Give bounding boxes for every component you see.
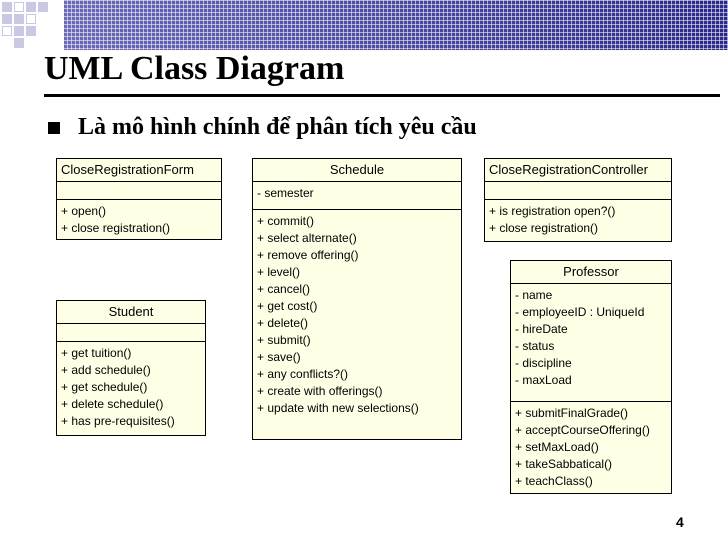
class-close-registration-form[interactable] [56, 158, 222, 240]
title-underline [44, 94, 720, 97]
operation: + commit() [257, 214, 314, 228]
attribute: - employeeID : UniqueId [515, 305, 645, 319]
operation: + has pre-requisites() [61, 414, 175, 428]
page-number: 4 [676, 514, 684, 530]
operations-compartment [57, 342, 205, 433]
class-name: Student [57, 301, 205, 324]
header-pattern-bar [64, 0, 728, 50]
class-professor[interactable] [510, 260, 672, 494]
corner-square [26, 14, 36, 24]
operation: + create with offerings() [257, 384, 383, 398]
operation: + submitFinalGrade() [515, 406, 629, 420]
corner-square [14, 38, 24, 48]
attribute: - name [515, 288, 553, 302]
bullet-square-icon [48, 122, 60, 134]
corner-square [2, 14, 12, 24]
operation: + get tuition() [61, 346, 132, 360]
corner-squares-decoration [0, 0, 64, 52]
attributes-compartment [485, 182, 671, 200]
operation: + is registration open?() [489, 204, 616, 218]
operation: + delete() [257, 316, 309, 330]
attributes-compartment [253, 182, 461, 210]
attributes-compartment [57, 182, 221, 200]
operation: + get schedule() [61, 380, 148, 394]
operation: + level() [257, 265, 301, 279]
operation: + takeSabbatical() [515, 457, 613, 471]
class-schedule[interactable] [252, 158, 462, 440]
corner-square [14, 26, 24, 36]
operations-compartment [57, 200, 221, 240]
bullet-text: Là mô hình chính để phân tích yêu cầu [78, 114, 477, 140]
corner-square [2, 26, 12, 36]
class-close-registration-controller[interactable] [484, 158, 672, 242]
operation: + save() [257, 350, 301, 364]
class-name: CloseRegistrationForm [57, 159, 221, 182]
corner-square [2, 2, 12, 12]
attribute: - status [515, 339, 555, 353]
operation: + select alternate() [257, 231, 357, 245]
attributes-compartment [57, 324, 205, 342]
attribute: - discipline [515, 356, 572, 370]
operation: + setMaxLoad() [515, 440, 599, 454]
operations-compartment [511, 402, 671, 493]
operation: + close registration() [61, 221, 171, 235]
operations-compartment [485, 200, 671, 240]
corner-square [26, 2, 36, 12]
operation: + cancel() [257, 282, 311, 296]
corner-square [26, 26, 36, 36]
corner-square [38, 2, 48, 12]
corner-square [14, 14, 24, 24]
operation: + open() [61, 204, 107, 218]
operation: + add schedule() [61, 363, 151, 377]
operations-compartment [253, 210, 461, 420]
class-student[interactable] [56, 300, 206, 436]
operation: + remove offering() [257, 248, 359, 262]
attribute: - maxLoad [515, 373, 572, 387]
operation: + submit() [257, 333, 311, 347]
class-name: Professor [511, 261, 671, 284]
slide-title: UML Class Diagram [44, 50, 345, 87]
operation: + any conflicts?() [257, 367, 349, 381]
class-name: CloseRegistrationController [485, 159, 671, 182]
operation: + update with new selections() [257, 401, 419, 415]
attribute: - hireDate [515, 322, 568, 336]
attribute: - semester [257, 186, 314, 200]
operation: + teachClass() [515, 474, 593, 488]
operation: + acceptCourseOffering() [515, 423, 650, 437]
attributes-compartment [511, 284, 671, 402]
class-name: Schedule [253, 159, 461, 182]
corner-square [14, 2, 24, 12]
operation: + delete schedule() [61, 397, 164, 411]
operation: + get cost() [257, 299, 318, 313]
operation: + close registration() [489, 221, 599, 235]
